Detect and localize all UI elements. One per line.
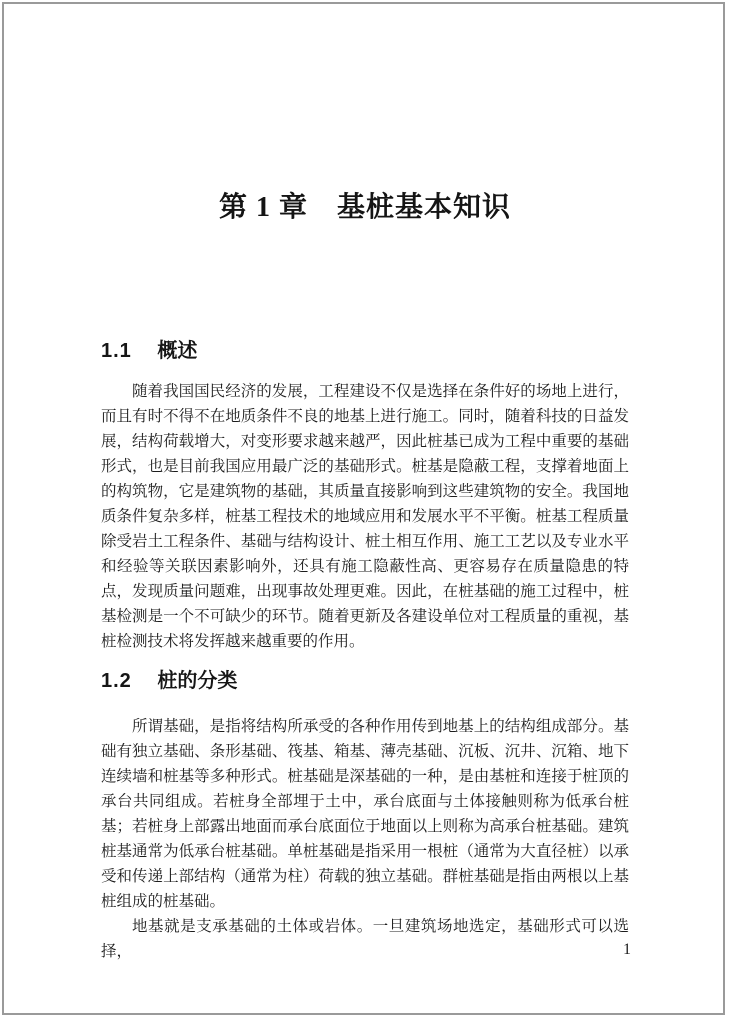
page-number: 1 <box>623 941 631 958</box>
section-heading-1-2 <box>101 664 237 693</box>
section-heading-1-1 <box>101 334 197 363</box>
section-title: 桩的分类 <box>157 670 238 692</box>
paragraph-overview: 随着我国国民经济的发展，工程建设不仅是选择在条件好的场地上进行，而且有时不得不在地质条件不良的地基上进行施工。同时，随着科技的日益发展，结构荷载增大，对变形要求越来越严，因此桩基已成为工程中重要的基础形式，也是目前我国应用最广泛的基础形式。桩基是隐蔽工程，支撑着地面上的构筑物，它是建筑物的基础，其质量直接影响到这些建筑物的安全。我国地质条件复杂多样，桩基工程技术的地域应用和发展水平不平衡。桩基工程质量除受岩土工程条件、基础与结构设计、桩土相互作用、施工工艺以及专业水平和经验等关联因素影响外，还具有施工隐蔽性高、更容易存在质量隐患的特点，发现质量问题难，出现事故处理更难。因此，在桩基础的施工过程中，桩基检测是一个不可缺少的环节。随着更新及各建设单位对工程质量的重视，基桩检测技术将发挥越来越重要的作用。 <box>101 383 629 650</box>
paragraph-foundation-ground: 地基就是支承基础的土体或岩体。一旦建筑场地选定，基础形式可以选择， <box>101 918 629 960</box>
section-number: 1.1 <box>101 340 132 362</box>
paragraph-pile-classification: 所谓基础，是指将结构所承受的各种作用传到地基上的结构组成部分。基础有独立基础、条形基础、筏基、箱基、薄壳基础、沉板、沉井、沉箱、地下连续墙和桩基等多种形式。桩基础是深基础的一种，是由基桩和连接于桩顶的承台共同组成。若桩身全部埋于土中，承台底面与土体接触则称为低承台桩基；若桩身上部露出地面而承台底面位于地面以上则称为高承台桩基础。建筑桩基通常为低承台桩基础。单桩基础是指采用一根桩（通常为大直径桩）以承受和传递上部结构（通常为柱）荷载的独立基础。群桩基础是指由两根以上基桩组成的桩基础。 <box>101 718 629 910</box>
chapter-title: 第 1 章 基桩基本知识 <box>218 192 511 223</box>
section-number: 1.2 <box>101 670 132 692</box>
section-title: 概述 <box>157 340 198 362</box>
